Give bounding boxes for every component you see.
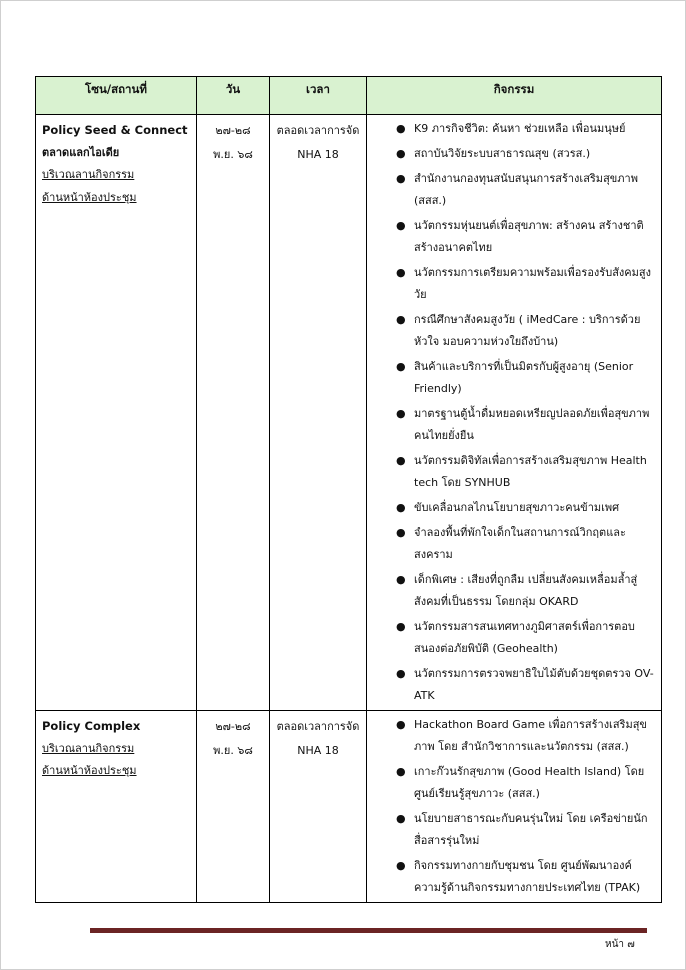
- zone-name: Policy Seed & Connect: [42, 123, 188, 137]
- list-item: [367, 309, 657, 353]
- footer-bar: [90, 928, 647, 933]
- header-time: เวลา: [270, 77, 367, 115]
- bullet-icon: ●: [396, 313, 406, 326]
- bullet-icon: ●: [396, 620, 406, 633]
- time-cell: [270, 115, 367, 711]
- activity-text: Hackathon Board Game เพื่อการสร้างเสริมสุขภาพ โดย สำนักวิชาการและนวัตกรรม (สสส.): [414, 718, 647, 753]
- activity-text: นวัตกรรมการเตรียมความพร้อมเพื่อรองรับสังคมสูงวัย: [414, 266, 651, 301]
- list-item: [367, 356, 657, 400]
- header-day: วัน: [197, 77, 270, 115]
- table-row: [36, 115, 662, 711]
- zone-cell: [36, 115, 197, 711]
- bullet-icon: ●: [396, 172, 406, 185]
- bullet-icon: ●: [396, 718, 406, 731]
- day-text: พ.ย. ๖๘: [213, 744, 253, 757]
- list-item: [367, 855, 657, 899]
- zone-cell: [36, 711, 197, 903]
- list-item: [367, 497, 657, 519]
- list-item: [367, 215, 657, 259]
- activity-text: สำนักงานกองทุนสนับสนุนการสร้างเสริมสุขภาพ (สสส.): [414, 172, 638, 207]
- bullet-icon: ●: [396, 122, 406, 135]
- activity-text: นโยบายสาธารณะกับคนรุ่นใหม่ โดย เครือข่ายนักสื่อสารรุ่นใหม่: [414, 812, 648, 847]
- activities-cell: [367, 711, 662, 903]
- bullet-icon: ●: [396, 147, 406, 160]
- day-cell: [197, 115, 270, 711]
- activity-text: สินค้าและบริการที่เป็นมิตรกับผู้สูงอายุ (Senior Friendly): [414, 360, 634, 395]
- list-item: [367, 168, 657, 212]
- day-text: ๒๗-๒๘: [215, 720, 251, 733]
- bullet-icon: ●: [396, 407, 406, 420]
- list-item: [367, 403, 657, 447]
- bullet-icon: ●: [396, 501, 406, 514]
- zone-location: บริเวณลานกิจกรรม: [42, 168, 135, 181]
- list-item: [367, 808, 657, 852]
- list-item: [367, 663, 657, 707]
- list-item: [367, 143, 657, 165]
- bullet-icon: ●: [396, 360, 406, 373]
- bullet-icon: ●: [396, 454, 406, 467]
- activities-cell: [367, 115, 662, 711]
- time-text: NHA 18: [297, 744, 339, 757]
- activity-text: เกาะก๊วนรักสุขภาพ (Good Health Island) โดย ศูนย์เรียนรู้สุขภาวะ (สสส.): [414, 765, 645, 800]
- header-zone: โซน/สถานที่: [36, 77, 197, 115]
- bullet-icon: ●: [396, 667, 406, 680]
- zone-location: ด้านหน้าห้องประชุม: [42, 190, 137, 204]
- activity-list: [367, 714, 657, 899]
- list-item: [367, 616, 657, 660]
- time-text: ตลอดเวลาการจัด: [276, 720, 360, 733]
- activity-text: นวัตกรรมดิจิทัลเพื่อการสร้างเสริมสุขภาพ Health tech โดย SYNHUB: [414, 454, 647, 489]
- time-cell: [270, 711, 367, 903]
- zone-name: Policy Complex: [42, 719, 141, 733]
- list-item: [367, 450, 657, 494]
- activity-text: จำลองพื้นที่พักใจเด็กในสถานการณ์วิกฤตและสงคราม: [414, 526, 626, 561]
- day-text: ๒๗-๒๘: [215, 124, 251, 137]
- zone-subtitle: ตลาดแลกไอเดีย: [42, 145, 120, 159]
- activity-text: นวัตกรรมสารสนเทศทางภูมิศาสตร์เพื่อการตอบสนองต่อภัยพิบัติ (Geohealth): [414, 620, 635, 655]
- time-text: NHA 18: [297, 148, 339, 161]
- bullet-icon: ●: [396, 573, 406, 586]
- bullet-icon: ●: [396, 526, 406, 539]
- list-item: [367, 522, 657, 566]
- bullet-icon: ●: [396, 219, 406, 232]
- table-header-row: [36, 77, 662, 115]
- list-item: [367, 118, 657, 140]
- header-activities: กิจกรรม: [367, 77, 662, 115]
- activity-text: กรณีศึกษาสังคมสูงวัย ( iMedCare : บริการด้วยหัวใจ มอบความห่วงใยถึงบ้าน): [414, 313, 641, 348]
- activity-list: [367, 118, 657, 707]
- bullet-icon: ●: [396, 859, 406, 872]
- day-text: พ.ย. ๖๘: [213, 148, 253, 161]
- activity-text: K9 ภารกิจชีวิต: ค้นหา ช่วยเหลือ เพื่อนมนุษย์: [414, 122, 626, 135]
- activity-text: เด็กพิเศษ : เสียงที่ถูกลืม เปลี่ยนสังคมเหลื่อมล้ำสู่สังคมที่เป็นธรรม โดยกลุ่ม OKARD: [414, 573, 638, 608]
- activity-text: นวัตกรรมหุ่นยนต์เพื่อสุขภาพ: สร้างคน สร้างชาติ สร้างอนาคตไทย: [414, 219, 644, 254]
- page-number: หน้า ๗: [605, 939, 635, 950]
- time-text: ตลอดเวลาการจัด: [276, 124, 360, 137]
- list-item: [367, 569, 657, 613]
- bullet-icon: ●: [396, 812, 406, 825]
- zone-location: บริเวณลานกิจกรรม: [42, 741, 135, 755]
- table-row: [36, 711, 662, 903]
- bullet-icon: ●: [396, 266, 406, 279]
- list-item: [367, 761, 657, 805]
- activity-text: กิจกรรมทางกายกับชุมชน โดย ศูนย์พัฒนาองค์ความรู้ด้านกิจกรรมทางกายประเทศไทย (TPAK): [414, 859, 641, 894]
- list-item: [367, 714, 657, 758]
- list-item: [367, 262, 657, 306]
- zone-location: ด้านหน้าห้องประชุม: [42, 764, 137, 777]
- bullet-icon: ●: [396, 765, 406, 778]
- schedule-table: [35, 76, 662, 903]
- activity-text: ขับเคลื่อนกลไกนโยบายสุขภาวะคนข้ามเพศ: [414, 501, 620, 514]
- activity-text: นวัตกรรมการตรวจพยาธิใบไม้ตับด้วยชุดตรวจ OV-ATK: [414, 667, 654, 702]
- activity-text: สถาบันวิจัยระบบสาธารณสุข (สวรส.): [414, 147, 591, 160]
- activity-text: มาตรฐานตู้น้ำดื่มหยอดเหรียญปลอดภัยเพื่อสุขภาพคนไทยยั่งยืน: [414, 407, 650, 442]
- day-cell: [197, 711, 270, 903]
